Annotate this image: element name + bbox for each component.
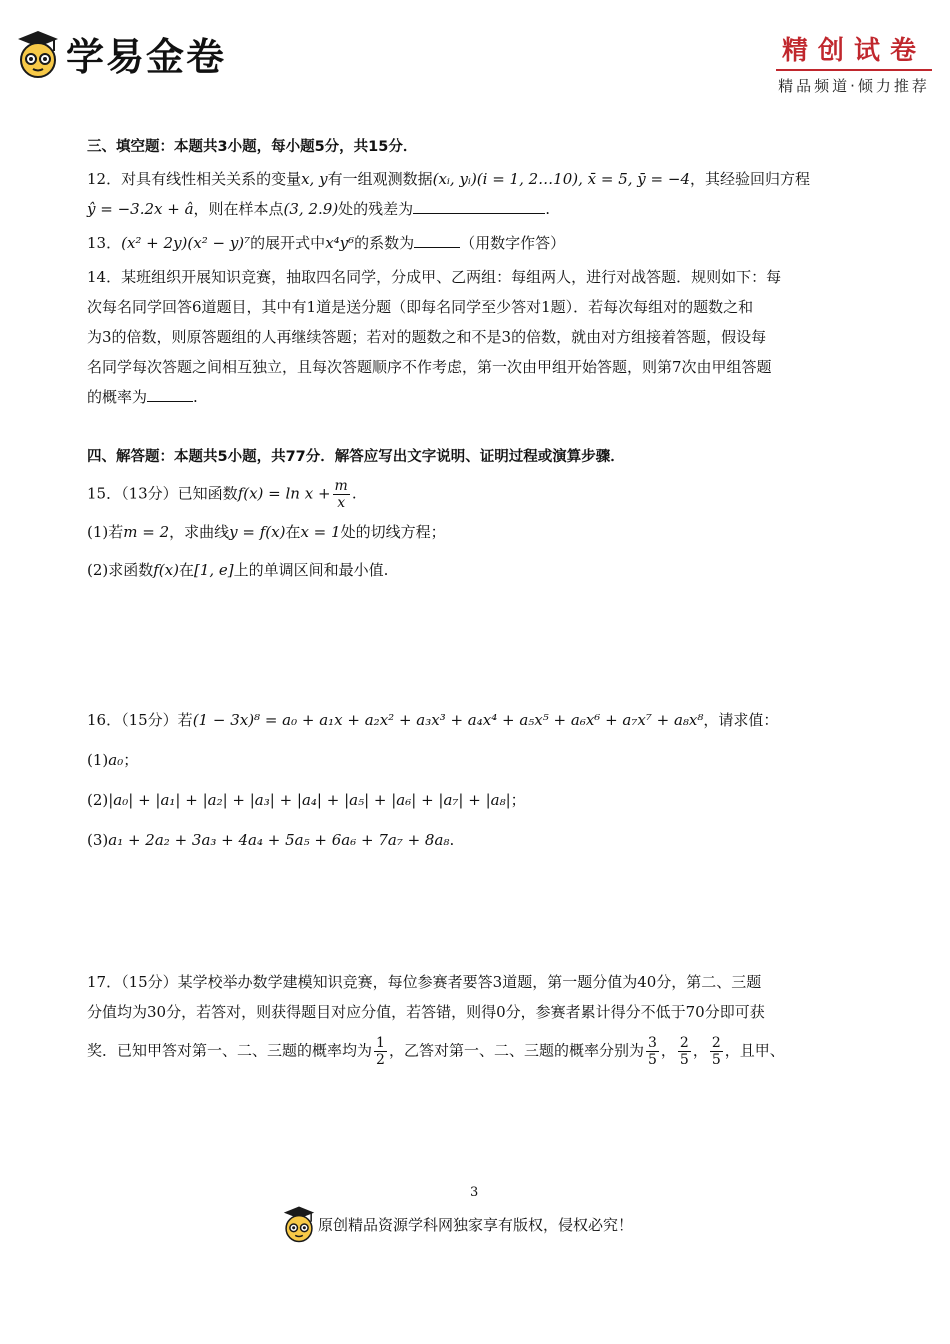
q15-text: (1)若 bbox=[87, 523, 124, 541]
q14-line: 名同学每次答题之间相互独立，且每次答题顺序不作考虑，第一次由甲组开始答题，则第7次由甲组答题 bbox=[87, 358, 772, 376]
fraction-denominator: 5 bbox=[711, 1052, 721, 1068]
q16-math: a₁ + 2a₂ + 3a₃ + 4a₄ + 5a₅ + 6a₆ + 7a₇ + 8a₈ bbox=[108, 831, 450, 849]
q15-fraction bbox=[333, 478, 350, 511]
answer-blank[interactable] bbox=[147, 385, 193, 402]
q12-equation: ŷ = −3.2x + â bbox=[87, 200, 194, 218]
q14-text: . bbox=[193, 388, 198, 406]
fraction-denominator: 5 bbox=[679, 1052, 689, 1068]
q17-fraction bbox=[710, 1035, 723, 1068]
q17-text: ，乙答对第一、二、三题的概率分别为 bbox=[388, 1041, 644, 1060]
q16-part3 bbox=[87, 825, 867, 855]
page-header bbox=[0, 0, 950, 110]
q17-fraction bbox=[374, 1035, 387, 1068]
q15-text: (2)求函数 bbox=[87, 561, 154, 579]
copyright-text: 原创精品资源学科网独家享有版权，侵权必究！ bbox=[318, 1215, 634, 1234]
q15-text: 在 bbox=[285, 523, 301, 541]
q12-data: (xᵢ, yᵢ)(i = 1, 2…10), x̄ = 5, ȳ = −4 bbox=[432, 170, 690, 188]
q13-text: （用数字作答） bbox=[460, 234, 566, 252]
q16-text: (2) bbox=[87, 791, 109, 809]
q12-text: 处的残差为 bbox=[338, 200, 414, 218]
q12-text: ，其经验回归方程 bbox=[690, 170, 811, 188]
page-number: 3 bbox=[470, 1185, 479, 1200]
fraction-numerator: m bbox=[334, 478, 348, 494]
q12-text: . bbox=[545, 200, 550, 218]
q16-text: (1) bbox=[87, 751, 109, 769]
q15-function: f(x) = ln x + bbox=[237, 484, 331, 503]
q16-expression: (1 − 3x)⁸ = a₀ + a₁x + a₂x² + a₃x³ + a₄x⁴ + a₅x⁵ + a₆x⁶ + a₇x⁷ + a₈x⁸ bbox=[192, 711, 704, 729]
q15-part1 bbox=[87, 517, 867, 547]
q15-text: 在 bbox=[178, 561, 194, 579]
question-17 bbox=[87, 967, 867, 1068]
q16-math: |a₀| + |a₁| + |a₂| + |a₃| + |a₄| + |a₅| + |a₆| + |a₇| + |a₈| bbox=[108, 791, 511, 809]
q16-part1 bbox=[87, 745, 867, 775]
fraction-denominator: x bbox=[337, 495, 346, 511]
q16-text: ，请求值： bbox=[703, 711, 779, 729]
q14-line: 14．某班组织开展知识竞赛，抽取四名同学，分成甲、乙两组：每组两人，进行对战答题．规则如下：每 bbox=[87, 268, 782, 286]
q15-math: x = 1 bbox=[300, 523, 341, 541]
q13-text: 的展开式中 bbox=[250, 234, 326, 252]
answer-blank[interactable] bbox=[414, 231, 460, 248]
q15-math: f(x) bbox=[153, 561, 179, 579]
mascot-icon bbox=[16, 29, 60, 79]
brand-logo bbox=[16, 26, 226, 81]
copyright-line bbox=[282, 1205, 633, 1243]
q17-text: 奖．已知甲答对第一、二、三题的概率均为 bbox=[87, 1041, 373, 1060]
q17-text: ， bbox=[692, 1041, 708, 1060]
q14-line: 次每名同学回答6道题目，其中有1道是送分题（即每名同学至少答对1题）．若每次每组对的题数之和 bbox=[87, 298, 754, 316]
fraction-denominator: 5 bbox=[647, 1052, 657, 1068]
q16-text: ； bbox=[123, 751, 139, 769]
exam-content bbox=[87, 130, 867, 1068]
question-14 bbox=[87, 262, 867, 412]
fraction-numerator: 3 bbox=[647, 1035, 657, 1051]
q16-text: 16．（15分）若 bbox=[87, 711, 193, 729]
q16-text: . bbox=[449, 831, 455, 849]
q17-fraction bbox=[678, 1035, 691, 1068]
q15-text: ，求曲线 bbox=[169, 523, 230, 541]
answer-blank[interactable] bbox=[413, 197, 545, 214]
q15-math: y = f(x) bbox=[229, 523, 286, 541]
q17-line: 分值均为30分，若答对，则获得题目对应分值，若答错，则得0分，参赛者累计得分不低于70分即可获 bbox=[87, 1003, 765, 1021]
q15-text: 15．（13分）已知函数 bbox=[87, 484, 238, 503]
stamp-title: 精创试卷 bbox=[776, 30, 932, 71]
q12-text: 有一组观测数据 bbox=[327, 170, 433, 188]
q16-math: a₀ bbox=[108, 751, 124, 769]
q13-text: 的系数为 bbox=[354, 234, 415, 252]
q15-text: 上的单调区间和最小值. bbox=[233, 561, 389, 579]
q14-text: 的概率为 bbox=[87, 388, 148, 406]
q16-text: (3) bbox=[87, 831, 109, 849]
q17-line: 17．（15分）某学校举办数学建模知识竞赛，每位参赛者要答3道题，第一题分值为40分，第二、三题 bbox=[87, 973, 762, 991]
q12-text: ，则在样本点 bbox=[193, 200, 284, 218]
mascot-icon bbox=[282, 1205, 316, 1243]
question-15 bbox=[87, 478, 867, 511]
q15-part2 bbox=[87, 555, 867, 585]
q16-text: ； bbox=[510, 791, 526, 809]
fraction-numerator: 2 bbox=[711, 1035, 721, 1051]
q14-line: 为3的倍数，则原答题组的人再继续答题；若对的题数之和不是3的倍数，就由对方组接着答题，假设每 bbox=[87, 328, 767, 346]
q13-expression: (x² + 2y)(x² − y)⁷ bbox=[121, 234, 251, 252]
q15-math: m = 2 bbox=[123, 523, 170, 541]
section4-heading: 四、解答题：本题共5小题，共77分．解答应写出文字说明、证明过程或演算步骤． bbox=[87, 449, 625, 465]
brand-name: 学易金卷 bbox=[66, 35, 227, 79]
q12-point: (3, 2.9) bbox=[283, 200, 339, 218]
section3-heading: 三、填空题：本题共3小题，每小题5分，共15分． bbox=[87, 139, 418, 155]
q12-text: 12．对具有线性相关关系的变量 bbox=[87, 170, 302, 188]
quality-stamp bbox=[776, 30, 932, 96]
q15-text: . bbox=[351, 484, 357, 503]
question-12 bbox=[87, 164, 867, 224]
q12-vars: x, y bbox=[301, 170, 328, 188]
question-13 bbox=[87, 228, 867, 258]
q15-math: [1, e] bbox=[193, 561, 234, 579]
q17-text: ，且甲、 bbox=[724, 1041, 785, 1060]
stamp-subtitle: 精品频道·倾力推荐 bbox=[778, 77, 930, 95]
q13-term: x⁴y⁶ bbox=[325, 234, 355, 252]
fraction-denominator: 2 bbox=[376, 1052, 385, 1068]
q17-fraction bbox=[646, 1035, 659, 1068]
q16-part2 bbox=[87, 785, 867, 815]
fraction-numerator: 2 bbox=[679, 1035, 689, 1051]
question-16 bbox=[87, 705, 867, 735]
q13-number: 13． bbox=[87, 234, 122, 252]
fraction-numerator: 1 bbox=[376, 1035, 385, 1051]
q15-text: 处的切线方程； bbox=[340, 523, 446, 541]
q17-text: ， bbox=[660, 1041, 676, 1060]
